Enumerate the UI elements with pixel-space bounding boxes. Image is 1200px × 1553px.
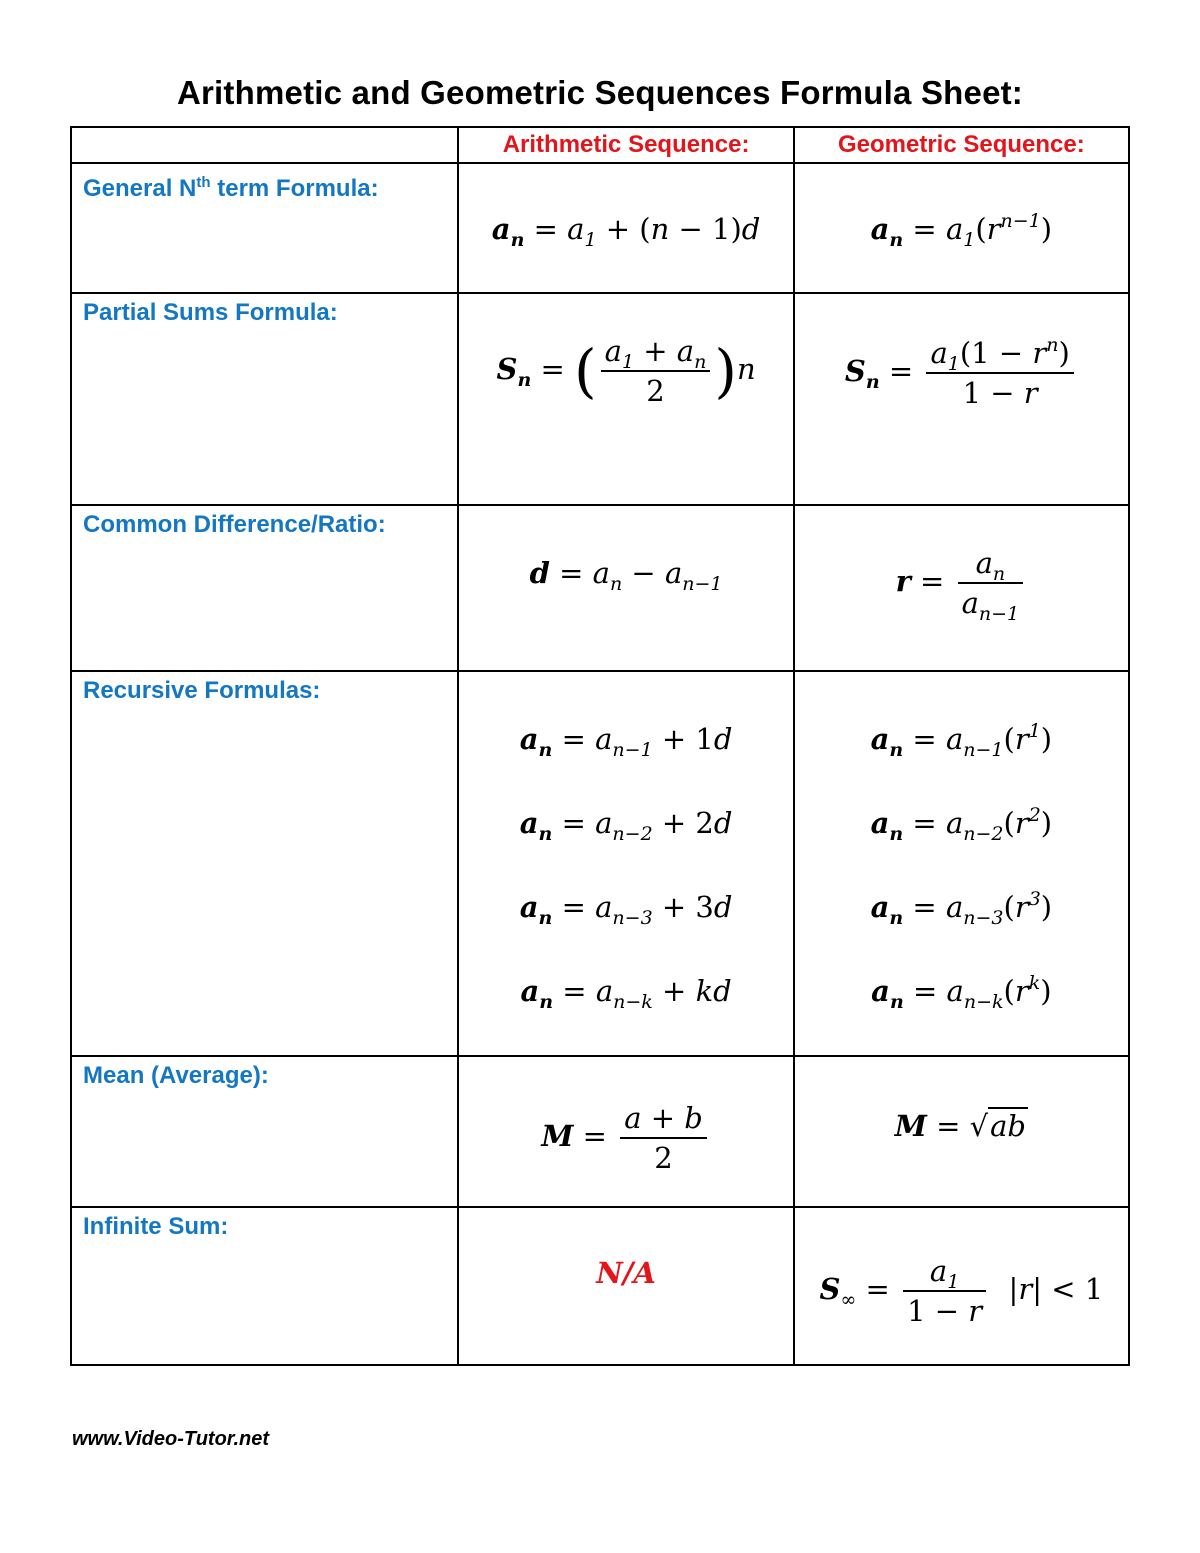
formula-geo-partial-sum: $S_n$ = $\frac{a_1(1 - r^n)}{1 - r}$ <box>794 293 1129 505</box>
formula-arith-partial-sum: $S_n$ = ( $\frac{a_1 + a_n}{2}$ )n <box>458 293 793 505</box>
formula-arith-nth-term: $a_n = a_1 + (n - 1)d$ <box>458 163 793 293</box>
row-partial-sums <box>71 293 1129 505</box>
formula-common-ratio: r = $\frac{a_n}{a_{n-1}}$ <box>794 505 1129 671</box>
page-title: Arithmetic and Geometric Sequences Formula Sheet: <box>176 74 1023 111</box>
header-arithmetic: Arithmetic Sequence: <box>458 127 793 163</box>
label-partial-sums: Partial Sums Formula: <box>71 293 458 505</box>
header-empty-cell <box>71 127 458 163</box>
formula-geo-recursive: $a_n = a_{n-1}(r^1)$ $a_n = a_{n-2}(r^2)$ $a_n = a_{n-3}(r^3)$ $a_n = a_{n-k}(r^k)$ <box>794 671 1129 1056</box>
na-value: N/A <box>596 1256 656 1290</box>
formula-geo-nth-term: $a_n = a_1(r^{n-1})$ <box>794 163 1129 293</box>
row-recursive <box>71 671 1129 1056</box>
header-row <box>71 127 1129 163</box>
header-geometric: Geometric Sequence: <box>794 127 1129 163</box>
label-general-term: General $N^{th}$ term Formula: <box>71 163 458 293</box>
formula-geo-infinite-sum: $S_\infty$ = $\frac{a_1}{1 - r}$ |r| < 1 <box>794 1207 1129 1365</box>
formula-table <box>70 126 1130 1366</box>
footer-website: www.Video-Tutor.net <box>72 1428 270 1450</box>
label-common-difference: Common Difference/Ratio: <box>71 505 458 671</box>
row-infinite-sum <box>71 1207 1129 1365</box>
label-recursive: Recursive Formulas: <box>71 671 458 1056</box>
row-common-difference <box>71 505 1129 671</box>
row-mean <box>71 1056 1129 1207</box>
formula-geo-mean: M = √ab <box>794 1056 1129 1207</box>
label-mean: Mean (Average): <box>71 1056 458 1207</box>
formula-common-difference: $d = a_n - a_{n-1}$ <box>458 505 793 671</box>
label-infinite-sum: Infinite Sum: <box>71 1207 458 1365</box>
formula-arith-recursive: $a_n = a_{n-1} + 1d$ $a_n = a_{n-2} + 2d$ $a_n = a_{n-3} + 3d$ $a_n = a_{n-k}$ + kd <box>458 671 793 1056</box>
row-general-term <box>71 163 1129 293</box>
formula-arith-mean: M = $\frac{a + b}{2}$ <box>458 1056 793 1207</box>
formula-arith-infinite-sum <box>458 1207 793 1365</box>
